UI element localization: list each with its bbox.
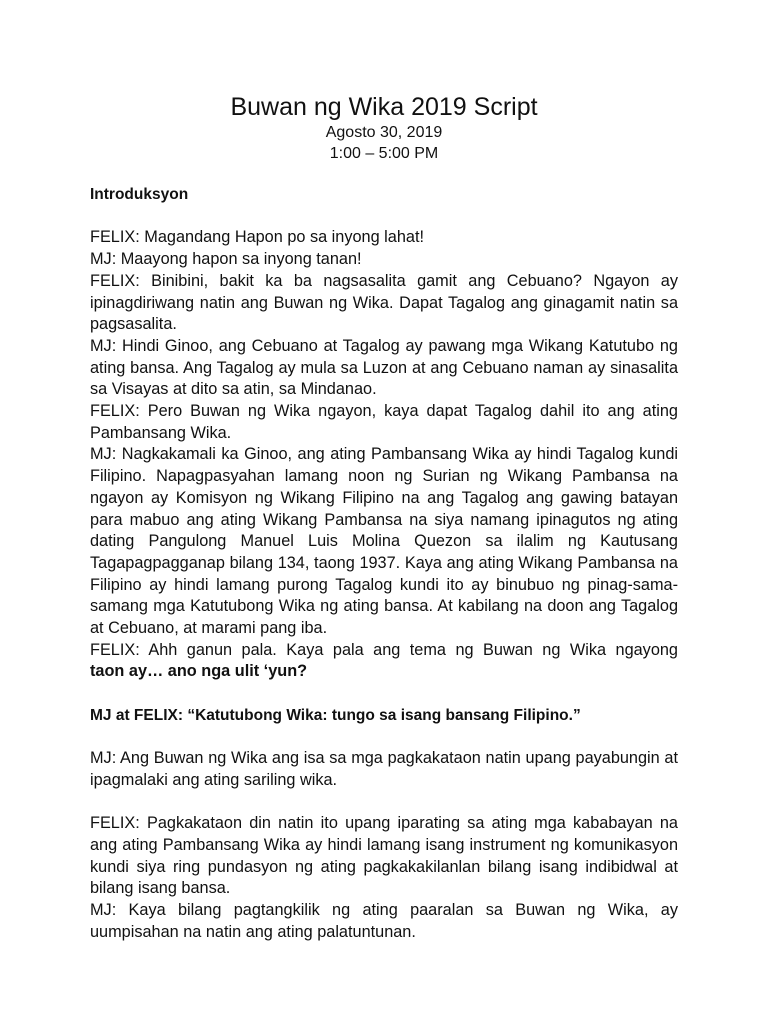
- theme-line: MJ at FELIX: “Katutubong Wika: tungo sa isang bansang Filipino.”: [90, 706, 581, 724]
- event-date: Agosto 30, 2019: [325, 124, 443, 141]
- script-line-bold: taon ay… ano nga ulit ‘yun?: [90, 662, 308, 681]
- document-title: Buwan ng Wika 2019 Script: [230, 93, 538, 121]
- script-line-continued: [90, 661, 678, 683]
- section-heading: Introduksyon: [90, 186, 189, 203]
- script-line: MJ: Ang Buwan ng Wika ang isa sa mga pagkakataon natin upang payabungin at ipagmalaki ang ating sariling wika.: [90, 749, 678, 789]
- script-line: FELIX: Magandang Hapon po sa inyong lahat!: [90, 228, 424, 247]
- script-body: [90, 184, 678, 944]
- document-header: [0, 92, 768, 164]
- script-line-plain: FELIX: Ahh ganun pala. Kaya pala ang tema ng Buwan ng Wika ngayong: [90, 640, 678, 659]
- script-line: [90, 640, 678, 662]
- script-line: FELIX: Pero Buwan ng Wika ngayon, kaya dapat Tagalog dahil ito ang ating Pambansang Wika.: [90, 402, 678, 442]
- script-line: MJ: Nagkakamali ka Ginoo, ang ating Pambansang Wika ay hindi Tagalog kundi Filipino. Napagpasyahan lamang noon ng Surian ng Wikang Pambansa na ngayon ay Komisyon ng Wikang Filipino na ang Tagalog ang gawing batayan para mabuo ang ating Wikang Pambansa na siya namang ipinagutos ng ating dating Pangulong Manuel Luis Molina Quezon sa ilalim ng Kautusang Tagapagpagganap bilang 134, taong 1937. Kaya ang ating Wikang Pambansa na Filipino ay hindi lamang purong Tagalog kundi ito ay binubuo ng pinag-sama-samang mga Katutubong Wika ng ating bansa. At kabilang na doon ang Tagalog at Cebuano, at marami pang iba.: [90, 445, 678, 638]
- script-line: MJ: Hindi Ginoo, ang Cebuano at Tagalog ay pawang mga Wikang Katutubo ng ating bansa. Ang Tagalog ay mula sa Luzon at ang Cebuano naman ay sinasalita sa Visayas at dito sa atin, sa Mindanao.: [90, 336, 678, 399]
- script-line: MJ: Kaya bilang pagtangkilik ng ating paaralan sa Buwan ng Wika, ay uumpisahan na natin ang ating palatuntunan.: [90, 901, 678, 941]
- script-line: FELIX: Pagkakataon din natin ito upang iparating sa ating mga kababayan na ang ating Pambansang Wika ay hindi lamang isang instrument ng komunikasyon kundi siya ring pundasyon ng ating pagkakakilanlan bilang isang indibidwal at bilang isang bansa.: [90, 814, 678, 898]
- script-line: FELIX: Binibini, bakit ka ba nagsasalita gamit ang Cebuano? Ngayon ay ipinagdiriwang natin ang Buwan ng Wika. Dapat Tagalog ang ginagamit natin sa pagsasalita.: [90, 271, 678, 334]
- script-line: MJ: Maayong hapon sa inyong tanan!: [90, 250, 362, 269]
- event-time: 1:00 – 5:00 PM: [329, 145, 439, 162]
